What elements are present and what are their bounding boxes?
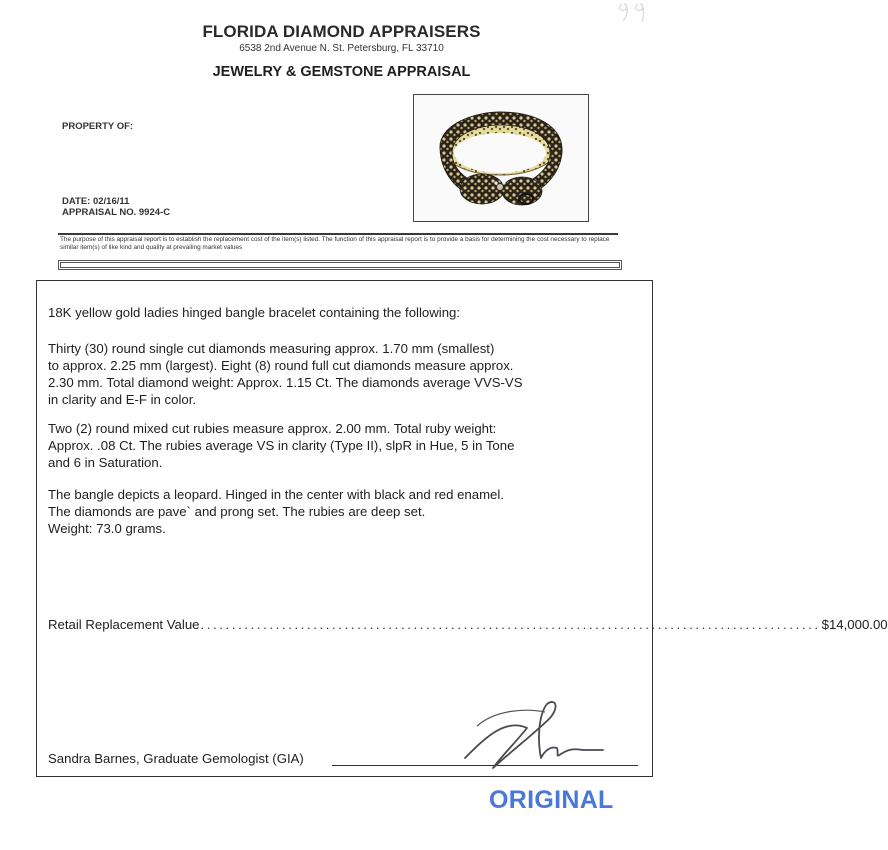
document-title: JEWELRY & GEMSTONE APPRAISAL xyxy=(212,64,471,80)
handwritten-signature xyxy=(455,688,605,772)
appraisal-number: APPRAISAL NO. 9924-C xyxy=(62,207,171,218)
company-address: 6538 2nd Avenue N. St. Petersburg, FL 33710 xyxy=(239,43,444,54)
ruby-line: and 6 in Saturation. xyxy=(48,455,163,470)
item-intro: 18K yellow gold ladies hinged bangle bracelet containing the following: xyxy=(48,305,461,320)
ruby-description xyxy=(48,420,638,471)
retail-replacement-value-row xyxy=(48,617,888,632)
bracelet-photo xyxy=(413,94,589,222)
diamond-line: 2.30 mm. Total diamond weight: Approx. 1.15 Ct. The diamonds average VVS-VS xyxy=(48,375,523,390)
diamond-line: Thirty (30) round single cut diamonds measuring approx. 1.70 mm (smallest) xyxy=(48,341,495,356)
appraiser-name: Sandra Barnes, Graduate Gemologist (GIA) xyxy=(48,751,304,766)
diamond-line: in clarity and E-F in color. xyxy=(48,392,197,407)
purpose-statement: The purpose of this appraisal report is to establish the replacement cost of the item(s) listed. The function of this appraisal report is to provide a basis for determining the cost necessary to replace similar item(s) of like kind and quality at prevailing market values xyxy=(60,236,610,251)
ruby-line: Two (2) round mixed cut rubies measure approx. 2.00 mm. Total ruby weight: xyxy=(48,421,497,436)
original-stamp: ORIGINAL xyxy=(489,786,614,814)
company-name: FLORIDA DIAMOND APPRAISERS xyxy=(202,22,481,41)
item-details xyxy=(48,486,638,537)
detail-line: The bangle depicts a leopard. Hinged in the center with black and red enamel. xyxy=(48,487,504,502)
dot-leader: ................................................................................................... xyxy=(200,617,821,632)
divider-rule xyxy=(58,233,618,235)
detail-line: Weight: 73.0 grams. xyxy=(48,521,166,536)
diamond-description xyxy=(48,340,638,408)
property-of-label: PROPERTY OF: xyxy=(62,121,134,132)
detail-line: The diamonds are pave` and prong set. The rubies are deep set. xyxy=(48,504,426,519)
double-rule-box xyxy=(58,260,622,270)
ruby-line: Approx. .08 Ct. The rubies average VS in clarity (Type II), slpR in Hue, 5 in Tone xyxy=(48,438,515,453)
value-amount: $14,000.00 xyxy=(821,617,888,632)
bracelet-image xyxy=(414,95,587,220)
handwritten-page-number xyxy=(616,0,656,24)
value-label: Retail Replacement Value xyxy=(48,617,200,632)
appraisal-date: DATE: 02/16/11 xyxy=(62,196,130,207)
diamond-line: to approx. 2.25 mm (largest). Eight (8) round full cut diamonds measure approx. xyxy=(48,358,514,373)
